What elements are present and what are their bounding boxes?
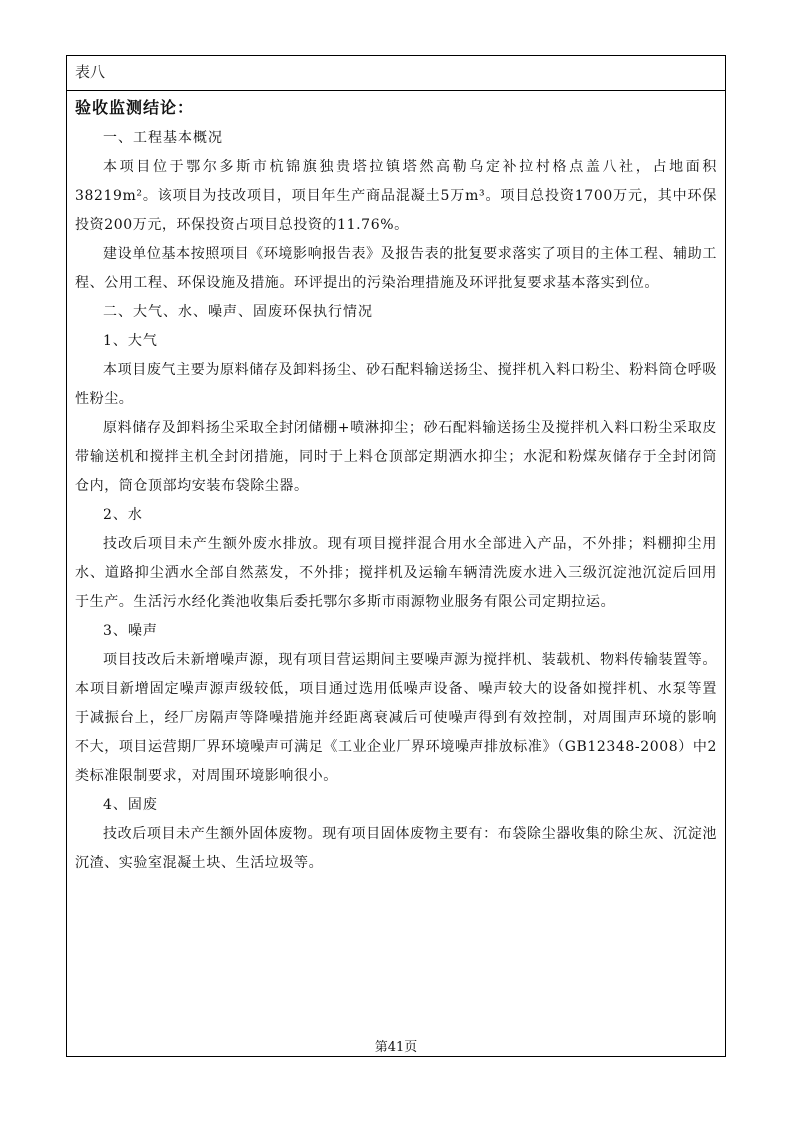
paragraph-air-measures: 原料储存及卸料扬尘采取全封闭储棚+喷淋抑尘；砂石配料输送扬尘及搅拌机入料口粉尘采取皮带输送机和搅拌主机全封闭措施，同时于上料仓顶部定期洒水抑尘；水泥和粉煤灰储存于全封闭筒仓内，筒仓顶部均安装布袋除尘器。 (75, 420, 717, 494)
paragraph-solid-waste: 技改后项目未产生额外固体废物。现有项目固体废物主要有：布袋除尘器收集的除尘灰、沉淀池沉渣、实验室混凝土块、生活垃圾等。 (75, 826, 717, 871)
heading-air: 1、大气 (103, 333, 158, 349)
heading-noise: 3、噪声 (103, 623, 158, 639)
page-frame (66, 55, 726, 1057)
report-content (75, 96, 717, 878)
paragraph-location: 本项目位于鄂尔多斯市杭锦旗独贵塔拉镇塔然高勒乌定补拉村格点盖八社，占地面积38219m²。该项目为技改项目，项目年生产商品混凝土5万m³。项目总投资1700万元，其中环保投资200万元，环保投资占项目总投资的11.76%。 (75, 159, 717, 233)
paragraph-air-sources: 本项目废气主要为原料储存及卸料扬尘、砂石配料输送扬尘、搅拌机入料口粉尘、粉料筒仓呼吸性粉尘。 (75, 362, 717, 407)
section-title: 验收监测结论： (75, 98, 195, 117)
heading-water: 2、水 (103, 507, 143, 523)
table-label: 表八 (67, 56, 725, 91)
paragraph-construction: 建设单位基本按照项目《环境影响报告表》及报告表的批复要求落实了项目的主体工程、辅助工程、公用工程、环保设施及措施。环评提出的污染治理措施及环评批复要求基本落实到位。 (75, 246, 717, 291)
paragraph-noise: 项目技改后未新增噪声源，现有项目营运期间主要噪声源为搅拌机、装载机、物料传输装置等。本项目新增固定噪声源声级较低，项目通过选用低噪声设备、噪声较大的设备如搅拌机、水泵等置于减振台上，经厂房隔声等降噪措施并经距离衰减后可使噪声得到有效控制，对周围声环境的影响不大，项目运营期厂界环境噪声可满足《工业企业厂界环境噪声排放标准》（GB12348-2008）中2类标准限制要求，对周围环境影响很小。 (75, 652, 717, 784)
page-number: 第41页 (374, 1040, 418, 1055)
paragraph-water: 技改后项目未产生额外废水排放。现有项目搅拌混合用水全部进入产品，不外排；料棚抑尘用水、道路抑尘洒水全部自然蒸发，不外排；搅拌机及运输车辆清洗废水进入三级沉淀池沉淀后回用于生产。生活污水经化粪池收集后委托鄂尔多斯市雨源物业服务有限公司定期拉运。 (75, 536, 717, 610)
heading-project-overview: 一、工程基本概况 (103, 130, 223, 146)
heading-environmental-execution: 二、大气、水、噪声、固废环保执行情况 (103, 304, 373, 320)
heading-solid-waste: 4、固废 (103, 797, 158, 813)
